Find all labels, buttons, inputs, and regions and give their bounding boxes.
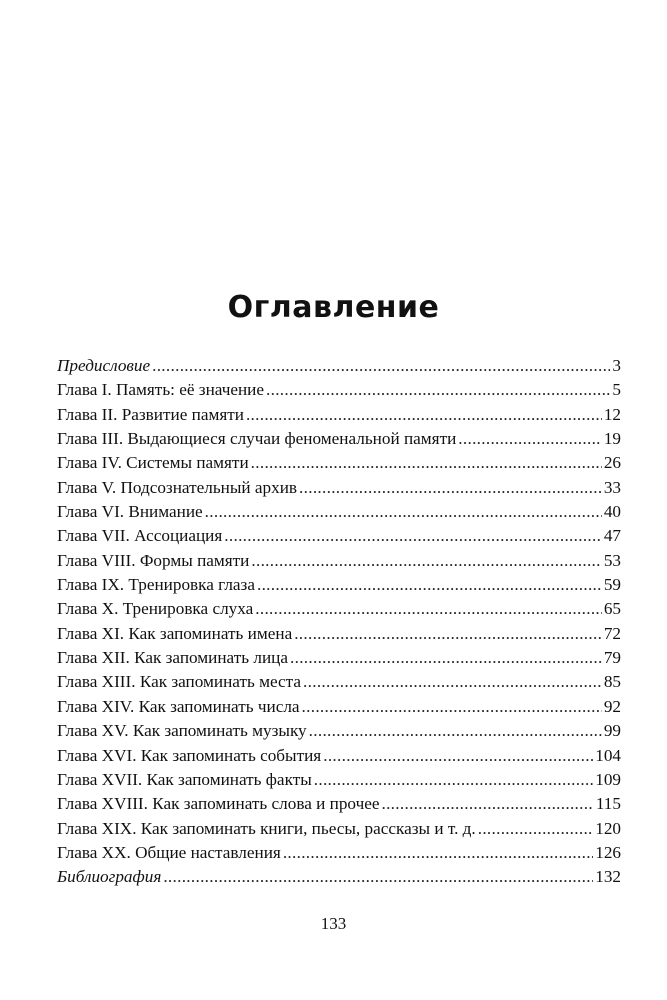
toc-dot-leader <box>478 817 594 841</box>
toc-entry-page: 104 <box>595 745 621 765</box>
toc-dot-leader <box>303 670 602 694</box>
toc-entry-title: Глава XI. Как запоминать имена <box>57 623 293 643</box>
toc-entry-title: Глава IX. Тренировка глаза <box>57 575 255 595</box>
toc-dot-leader <box>458 427 602 451</box>
toc-entry <box>57 378 621 402</box>
toc-dot-leader <box>290 646 602 670</box>
toc-entry-title: Глава III. Выдающиеся случаи феноменальной памяти <box>57 429 457 449</box>
toc-entry-page: 132 <box>595 867 621 887</box>
toc-entry-page: 115 <box>595 794 621 814</box>
toc-entry-page: 53 <box>603 550 621 570</box>
toc-dot-leader <box>251 549 601 573</box>
toc-entry <box>57 403 621 427</box>
toc-dot-leader <box>266 378 610 402</box>
toc-entry-page: 3 <box>612 356 621 375</box>
toc-entry-page: 47 <box>603 526 621 546</box>
toc-entry-title: Глава XVI. Как запоминать события <box>57 745 322 765</box>
toc-dot-leader <box>255 597 602 621</box>
toc-dot-leader <box>294 622 602 646</box>
toc-entry-page: 40 <box>603 502 621 522</box>
toc-entry-title: Глава XV. Как запоминать музыку <box>57 721 307 741</box>
toc-entry-title: Глава V. Подсознательный архив <box>57 477 298 497</box>
toc-entry-title: Глава XII. Как запоминать лица <box>57 648 288 668</box>
toc-entry-page: 65 <box>603 599 621 619</box>
toc-entry-page: 19 <box>603 429 621 449</box>
toc-entry-title: Глава II. Развитие памяти <box>57 404 244 424</box>
toc-dot-leader <box>163 865 593 889</box>
toc-dot-leader <box>323 744 593 768</box>
toc-dot-leader <box>246 403 602 427</box>
toc-entry <box>57 354 621 378</box>
toc-dot-leader <box>381 792 593 816</box>
toc-entry-title: Глава IV. Системы памяти <box>57 453 249 473</box>
toc-entry-page: 79 <box>603 648 621 668</box>
toc-dot-leader <box>309 719 602 743</box>
toc-entry-title: Глава XIV. Как запоминать числа <box>57 696 300 716</box>
toc-entry <box>57 549 621 573</box>
table-of-contents <box>57 354 621 890</box>
toc-entry <box>57 719 621 743</box>
toc-entry-title: Глава VI. Внимание <box>57 502 203 522</box>
toc-dot-leader <box>257 573 602 597</box>
toc-entry-title: Глава X. Тренировка слуха <box>57 599 254 619</box>
toc-entry-page: 85 <box>603 672 621 692</box>
toc-entry <box>57 744 621 768</box>
toc-entry-title: Глава XX. Общие наставления <box>57 842 281 862</box>
toc-entry-title: Глава VII. Ассоциация <box>57 526 223 546</box>
toc-entry-page: 26 <box>603 453 621 473</box>
toc-dot-leader <box>299 476 602 500</box>
toc-entry-page: 120 <box>595 818 621 838</box>
toc-entry <box>57 622 621 646</box>
toc-entry-page: 99 <box>603 721 621 741</box>
toc-entry-page: 92 <box>603 696 621 716</box>
toc-entry-page: 72 <box>603 623 621 643</box>
toc-dot-leader <box>314 768 593 792</box>
toc-entry <box>57 768 621 792</box>
toc-entry <box>57 573 621 597</box>
toc-entry <box>57 792 621 816</box>
toc-entry <box>57 500 621 524</box>
toc-entry-title: Предисловие <box>57 356 151 375</box>
toc-entry <box>57 427 621 451</box>
toc-entry-title: Глава XVII. Как запоминать факты <box>57 769 312 789</box>
toc-dot-leader <box>251 451 602 475</box>
toc-entry-title: Глава XIII. Как запоминать места <box>57 672 302 692</box>
toc-dot-leader <box>283 841 593 865</box>
toc-entry-page: 33 <box>603 477 621 497</box>
toc-entry <box>57 451 621 475</box>
toc-entry-title: Глава XIX. Как запоминать книги, пьесы, рассказы и т. д. <box>57 818 476 838</box>
toc-dot-leader <box>152 354 610 378</box>
page-title: Оглавление <box>227 290 440 326</box>
toc-entry-page: 5 <box>612 380 621 400</box>
toc-entry <box>57 865 621 889</box>
toc-entry-page: 126 <box>595 842 621 862</box>
toc-entry-title: Глава VIII. Формы памяти <box>57 550 250 570</box>
toc-entry-page: 12 <box>603 404 621 424</box>
toc-entry-page: 59 <box>603 575 621 595</box>
toc-dot-leader <box>302 695 602 719</box>
toc-entry <box>57 476 621 500</box>
toc-entry <box>57 597 621 621</box>
toc-entry-page: 109 <box>595 769 621 789</box>
page-number: 133 <box>320 914 347 933</box>
toc-entry <box>57 646 621 670</box>
toc-entry-title: Глава XVIII. Как запоминать слова и прочее <box>57 794 380 814</box>
toc-entry-title: Глава I. Память: её значение <box>57 380 265 400</box>
toc-dot-leader <box>224 524 602 548</box>
toc-entry <box>57 695 621 719</box>
toc-entry <box>57 524 621 548</box>
toc-entry <box>57 670 621 694</box>
toc-entry <box>57 841 621 865</box>
toc-entry-title: Библиография <box>57 867 162 887</box>
toc-dot-leader <box>205 500 602 524</box>
toc-entry <box>57 817 621 841</box>
